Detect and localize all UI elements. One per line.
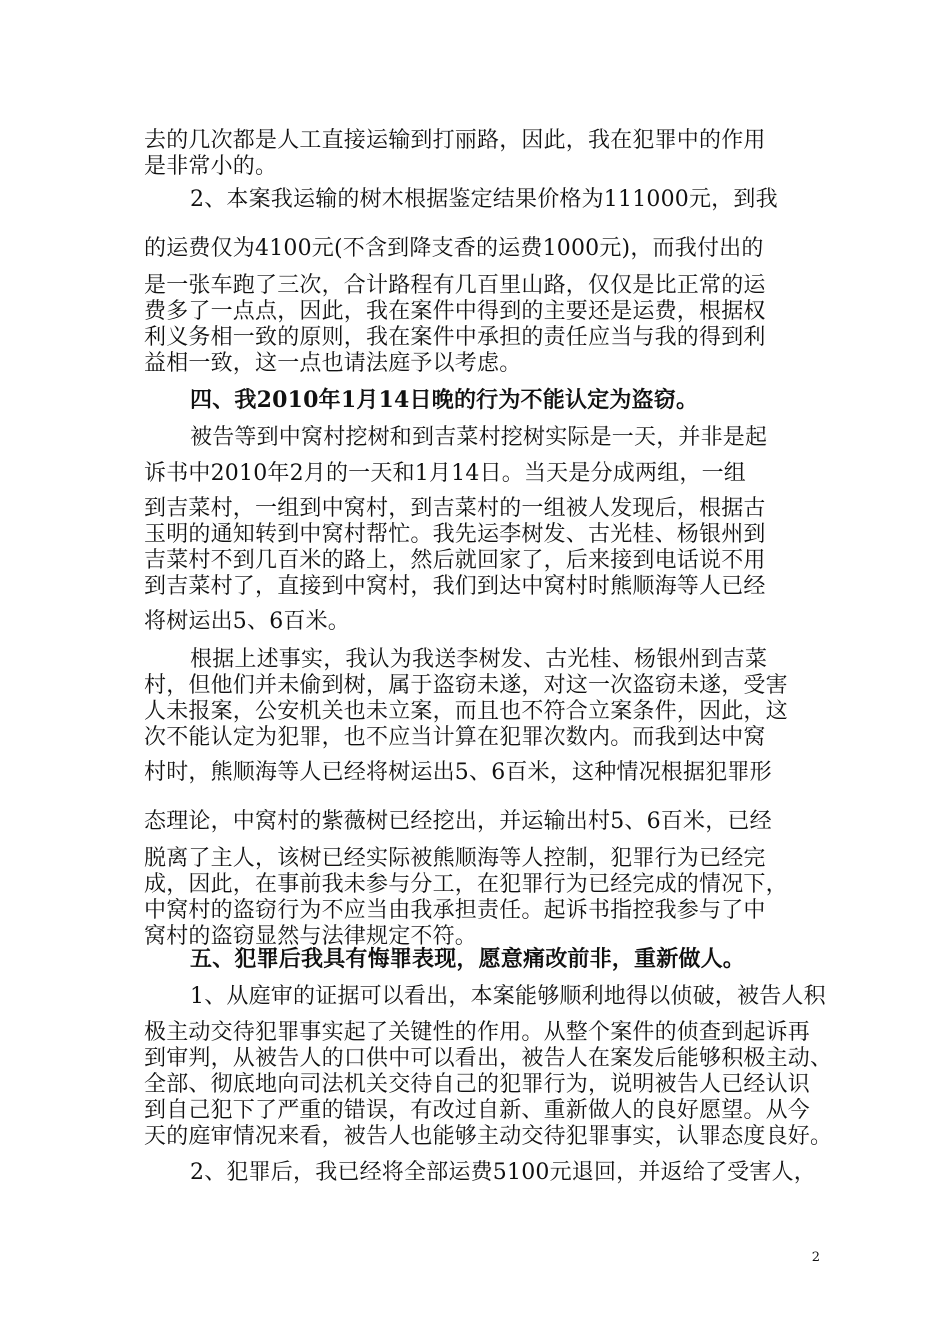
text-line: 村时，熊顺海等人已经将树运出5、6百米，这种情况根据犯罪形	[144, 760, 772, 785]
text-line: 态理论，中窝村的紫薇树已经挖出，并运输出村5、6百米，已经	[144, 809, 772, 834]
text-line: 极主动交待犯罪事实起了关键性的作用。从整个案件的侦查到起诉再	[144, 1020, 811, 1045]
section-heading: 四、我2010年1月14日晚的行为不能认定为盗窃。	[190, 387, 699, 413]
text-line: 是非常小的。	[144, 154, 278, 179]
text-line: 玉明的通知转到中窝村帮忙。我先运李树发、古光桂、杨银州到	[144, 522, 766, 547]
text-line: 次不能认定为犯罪，也不应当计算在犯罪次数内。而我到达中窝	[144, 725, 766, 750]
text-line: 被告等到中窝村挖树和到吉菜村挖树实际是一天，并非是起	[190, 425, 768, 450]
text-line: 根据上述事实，我认为我送李树发、古光桂、杨银州到吉菜	[190, 647, 768, 672]
text-line: 到吉菜村了，直接到中窝村，我们到达中窝村时熊顺海等人已经	[144, 574, 766, 599]
text-line: 的运费仅为4100元(不含到降支香的运费1000元)，而我付出的	[144, 236, 764, 261]
text-line: 吉菜村不到几百米的路上，然后就回家了，后来接到电话说不用	[144, 548, 766, 573]
text-line: 人未报案，公安机关也未立案，而且也不符合立案条件，因此，这	[144, 699, 788, 724]
text-line: 是一张车跑了三次，合计路程有几百里山路，仅仅是比正常的运	[144, 273, 766, 298]
text-line: 中窝村的盗窃行为不应当由我承担责任。起诉书指控我参与了中	[144, 898, 766, 923]
text-line: 去的几次都是人工直接运输到打丽路，因此，我在犯罪中的作用	[144, 128, 766, 153]
text-line: 全部、彻底地向司法机关交待自己的犯罪行为，说明被告人已经认识	[144, 1072, 811, 1097]
text-line: 2、犯罪后，我已经将全部运费5100元退回，并返给了受害人，	[190, 1160, 816, 1185]
text-line: 诉书中2010年2月的一天和1月14日。当天是分成两组，一组	[144, 461, 746, 486]
text-line: 天的庭审情况来看，被告人也能够主动交待犯罪事实，认罪态度良好。	[144, 1124, 833, 1149]
text-line: 窝村的盗窃显然与法律规定不符。	[144, 924, 478, 949]
section-heading: 五、犯罪后我具有悔罪表现，愿意痛改前非，重新做人。	[190, 946, 746, 972]
text-line: 将树运出5、6百米。	[144, 609, 350, 634]
text-line: 到吉菜村，一组到中窝村，到吉菜村的一组被人发现后，根据古	[144, 496, 766, 521]
text-line: 益相一致，这一点也请法庭予以考虑。	[144, 351, 522, 376]
text-line: 到审判，从被告人的口供中可以看出，被告人在案发后能够积极主动、	[144, 1046, 833, 1071]
text-line: 2、本案我运输的树木根据鉴定结果价格为111000元，到我	[190, 187, 778, 212]
text-line: 1、从庭审的证据可以看出，本案能够顺利地得以侦破，被告人积	[190, 984, 826, 1009]
text-line: 到自己犯下了严重的错误，有改过自新、重新做人的良好愿望。从今	[144, 1098, 811, 1123]
text-line: 脱离了主人，该树已经实际被熊顺海等人控制，犯罪行为已经完	[144, 846, 766, 871]
text-line: 费多了一点点，因此，我在案件中得到的主要还是运费，根据权	[144, 299, 766, 324]
text-line: 利义务相一致的原则，我在案件中承担的责任应当与我的得到利	[144, 325, 766, 350]
page-number: 2	[811, 1250, 820, 1265]
text-line: 成，因此，在事前我未参与分工，在犯罪行为已经完成的情况下，	[144, 872, 788, 897]
text-line: 村，但他们并未偷到树，属于盗窃未遂，对这一次盗窃未遂，受害	[144, 673, 788, 698]
